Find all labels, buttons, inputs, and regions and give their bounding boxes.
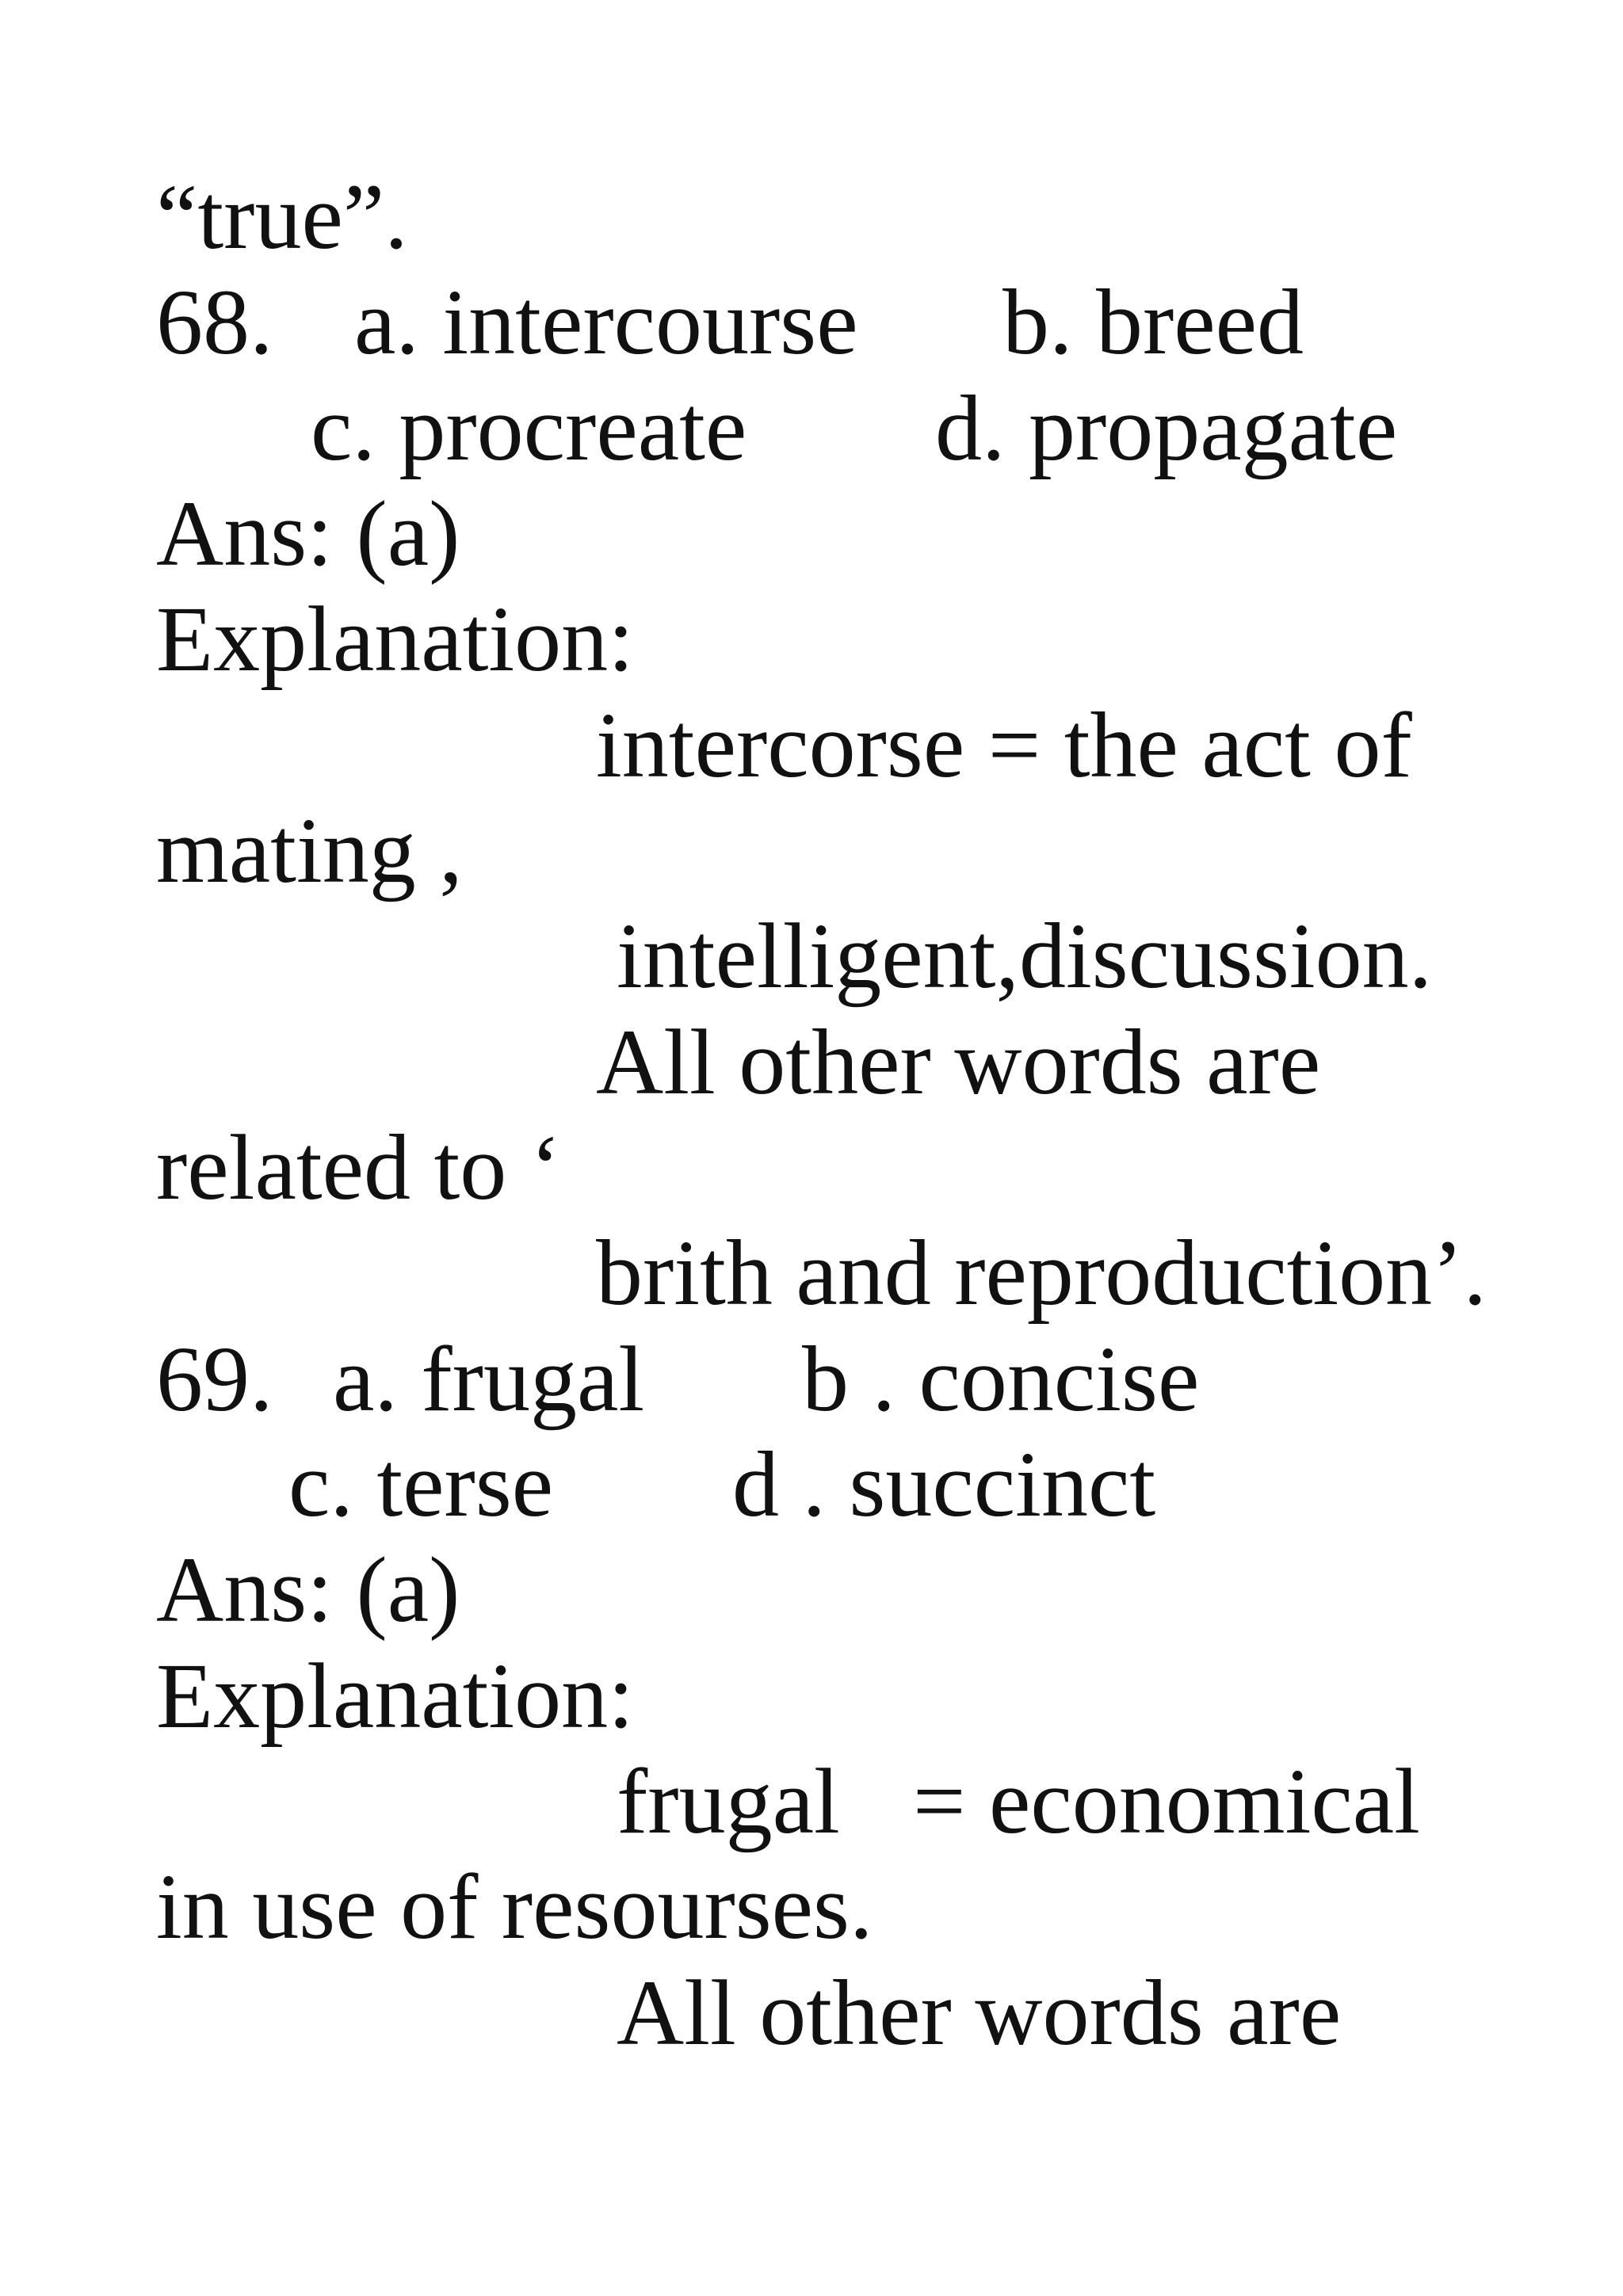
option-b: b. breed <box>1002 270 1304 374</box>
explanation-text: related to ‘ <box>156 1116 562 1219</box>
explanation-text: brith and reproduction’. <box>596 1221 1487 1325</box>
answer-line: Ans: (a) <box>156 482 460 585</box>
explanation-text: All other words are <box>596 1010 1321 1114</box>
explanation-text: intelligent,discussion. <box>617 904 1433 1008</box>
option-a: a. frugal <box>333 1327 645 1431</box>
explanation-text: = economical <box>913 1749 1420 1853</box>
explanation-text: in use of resourses. <box>156 1855 873 1958</box>
question-number: 69. <box>156 1327 273 1431</box>
explanation-heading: Explanation: <box>156 1644 634 1748</box>
question-number: 68. <box>156 270 273 374</box>
explanation-text: mating , <box>156 799 463 902</box>
option-b: b . concise <box>802 1327 1200 1431</box>
explanation-text: All other words are <box>617 1961 1342 2065</box>
option-c: c. terse <box>288 1432 554 1536</box>
answer-line: Ans: (a) <box>156 1538 460 1642</box>
text-line: “true”. <box>156 165 408 269</box>
option-a: a. intercourse <box>354 270 858 374</box>
option-d: d . succinct <box>732 1432 1156 1536</box>
option-d: d. propagate <box>935 376 1398 480</box>
explanation-text: frugal <box>617 1749 840 1853</box>
explanation-text: intercorse = the act of <box>596 693 1412 797</box>
explanation-heading: Explanation: <box>156 587 634 691</box>
option-c: c. procreate <box>311 376 747 480</box>
